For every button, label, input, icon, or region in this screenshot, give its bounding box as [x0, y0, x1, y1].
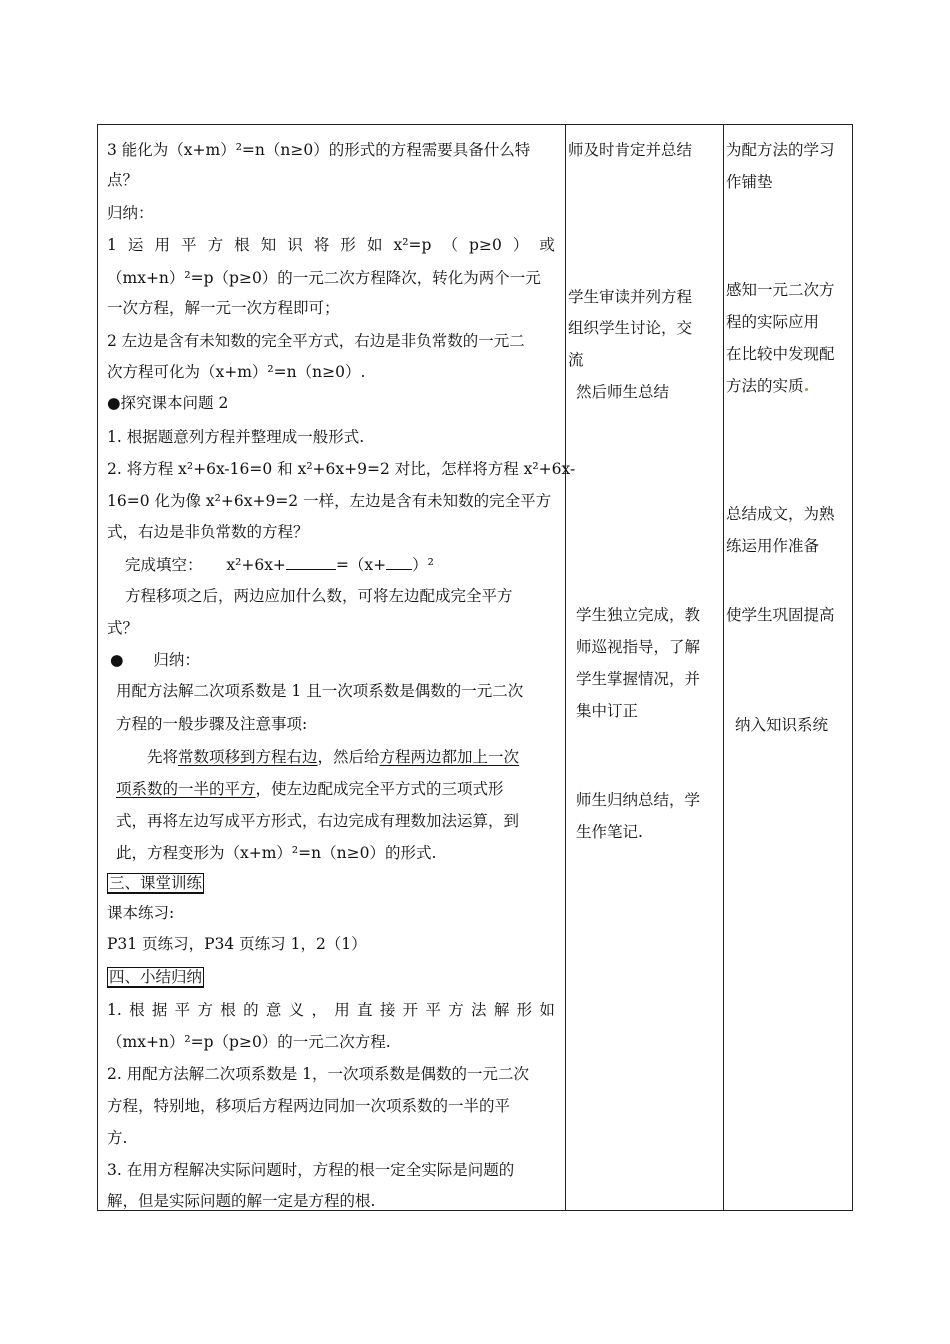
s1-glyph: 开: [402, 1001, 419, 1019]
conclusion-2-line-1: 2. 用配方法解二次项系数是 1，一次项系数是偶数的一元二次: [107, 1065, 530, 1083]
activity-2-line-2: 组织学生讨论，交: [568, 319, 693, 337]
summary-point-1-line-1: [107, 234, 555, 256]
steps-line-1: [147, 746, 519, 768]
column-divider: [723, 125, 724, 1210]
fill-expression-b: =（x+: [335, 556, 387, 574]
s1-glyph: 根: [220, 1001, 236, 1019]
intent-1-line-2: 作铺垫: [726, 173, 773, 191]
fill-blank-1: [286, 555, 336, 570]
p1-glyph: 平: [181, 236, 197, 254]
s1-glyph: 方: [448, 1001, 464, 1019]
explore-heading: ●探究课本问题 2: [107, 394, 229, 412]
textbook-label: 课本练习:: [107, 904, 175, 922]
activity-1: 师及时肯定并总结: [568, 141, 693, 159]
intent-5: 纳入知识系统: [735, 716, 829, 734]
s1-glyph: 1.: [107, 1001, 122, 1019]
steps-line-3: 式，再将左边写成平方形式，右边完成有理数加法运算，到: [116, 812, 520, 830]
s1-glyph: 直: [357, 1001, 373, 1019]
steps-line-2: [116, 778, 504, 800]
s1-glyph: 形: [516, 1001, 533, 1019]
steps-underlined-text: 项系数的一半的平方: [116, 780, 256, 798]
p1-glyph: p≥0: [469, 236, 502, 254]
fill-expression-c: ）²: [412, 556, 434, 574]
textbook-pages: P31 页练习，P34 页练习 1，2（1）: [107, 935, 367, 953]
conclusion-2-line-2: 方程，特别地，移项后方程两边同加一次项系数的一半的平: [107, 1097, 511, 1115]
summary-point-1-line-2: （mx+n）²=p（p≥0）的一元二次方程降次，转化为两个一元: [107, 269, 541, 287]
activity-2-line-3: 流: [568, 351, 584, 369]
section-4-title: 四、小结归纳: [109, 968, 203, 986]
marker-dot: [805, 388, 808, 391]
p1-glyph: x²=p: [393, 236, 432, 254]
fill-label: 完成填空：: [125, 556, 203, 574]
p1-glyph: 运: [127, 236, 144, 254]
question-3-line-2: 点？: [107, 171, 139, 189]
s1-glyph: 用: [334, 1001, 350, 1019]
p1-glyph: （: [442, 236, 458, 254]
column-divider: [565, 125, 566, 1210]
conclusion-3-line-2: 解，但是实际问题的解一定是方程的根.: [107, 1192, 376, 1210]
s1-glyph: 平: [174, 1001, 191, 1019]
p1-glyph: 或: [539, 236, 555, 254]
activity-2-line-4: 然后师生总结: [576, 383, 670, 401]
section-3-heading: [107, 872, 204, 894]
summary-2-label: 归纳：: [153, 651, 200, 669]
s1-glyph: 据: [151, 1001, 168, 1019]
conclusion-1-line-2: （mx+n）²=p（p≥0）的一元二次方程.: [107, 1033, 391, 1051]
summary-label: 归纳：: [107, 204, 154, 222]
s1-glyph: 义: [288, 1001, 305, 1019]
fill-expression-a: x²+6x+: [226, 556, 286, 574]
s1-glyph: 解: [493, 1001, 510, 1019]
section-3-title: 三、课堂训练: [109, 874, 203, 892]
summary-point-2-line-2: 次方程可化为（x+m）²=n（n≥0）.: [107, 363, 366, 381]
s1-glyph: 的: [243, 1001, 259, 1019]
fill-blank-2: [386, 555, 412, 570]
summary-point-1-line-3: 一次方程，解一元一次方程即可；: [107, 299, 340, 317]
s1-glyph: 根: [129, 1001, 145, 1019]
steps-line-4: 此，方程变形为（x+m）²=n（n≥0）的形式.: [116, 844, 437, 862]
activity-4-line-1: 师生归纳总结，学: [576, 791, 701, 809]
conclusion-3-line-1: 3. 在用方程解决实际问题时，方程的根一定全实际是问题的: [107, 1161, 515, 1179]
s1-glyph: 如: [539, 1001, 555, 1019]
content-column: [107, 125, 576, 1210]
bullet-icon: ●: [110, 651, 124, 669]
intent-3-line-2: 练运用作准备: [726, 537, 820, 555]
steps-text: 先将: [147, 748, 179, 766]
p1-glyph: 如: [366, 236, 383, 254]
activity-column: [568, 125, 720, 1210]
steps-text: ，使左边配成完全平方式的三项式形: [255, 780, 504, 798]
intent-2-line-2: 程的实际应用: [726, 313, 820, 331]
intent-3-line-1: 总结成文，为熟: [726, 505, 835, 523]
activity-4-line-2: 生作笔记.: [576, 823, 643, 841]
p1-glyph: ）: [512, 236, 529, 254]
intent-2-line-4: [726, 375, 809, 397]
activity-2-line-1: 学生审读并列方程: [568, 288, 693, 306]
activity-3-line-4: 集中订正: [576, 702, 639, 720]
p1-glyph: 方: [207, 236, 224, 254]
s1-glyph: 意: [265, 1001, 282, 1019]
p1-glyph: 知: [260, 236, 277, 254]
fill-in-blank: [125, 554, 434, 576]
explore-item-2-line-2: 16=0 化为像 x²+6x+9=2 一样，左边是含有未知数的完全平方: [107, 492, 552, 510]
section-4-heading: [107, 966, 204, 988]
s1-glyph: 接: [379, 1001, 396, 1019]
intent-2-line-3: 在比较中发现配: [726, 345, 835, 363]
lesson-plan-table: [97, 124, 853, 1211]
steps-underlined-text: 方程两边都加上一次: [379, 748, 520, 766]
move-terms-line-1: 方程移项之后，两边应加什么数，可将左边配成完全平方: [125, 587, 513, 605]
move-terms-line-2: 式？: [107, 619, 139, 637]
method-line-2: 方程的一般步骤及注意事项:: [116, 715, 308, 733]
conclusion-2-line-3: 方.: [107, 1129, 128, 1147]
s1-glyph: 方: [197, 1001, 213, 1019]
explore-item-2-line-1: 2. 将方程 x²+6x-16=0 和 x²+6x+9=2 对比，怎样将方程 x²+6x-: [107, 460, 576, 478]
s1-glyph: ，: [311, 1001, 327, 1019]
explore-item-1: 1. 根据题意列方程并整理成一般形式.: [107, 428, 365, 446]
intent-column: [726, 125, 851, 1210]
summary-point-2-line-1: 2 左边是含有未知数的完全平方式，右边是非负常数的一元二: [107, 332, 525, 350]
intent-2-text: 方法的实质: [726, 377, 804, 395]
activity-3-line-1: 学生独立完成，教: [576, 606, 701, 624]
steps-underlined-text: 常数项移到方程右边: [178, 748, 318, 766]
steps-text: ，然后给: [317, 748, 380, 766]
p1-glyph: 1: [107, 236, 117, 254]
p1-glyph: 将: [313, 236, 330, 254]
intent-2-line-1: 感知一元二次方: [726, 281, 835, 299]
p1-glyph: 用: [154, 236, 170, 254]
intent-4: 使学生巩固提高: [726, 606, 835, 624]
question-3-line-1: 3 能化为（x+m）²=n（n≥0）的形式的方程需要具备什么特: [107, 141, 531, 159]
method-line-1: 用配方法解二次项系数是 1 且一次项系数是偶数的一元二次: [116, 682, 524, 700]
activity-3-line-3: 学生掌握情况，并: [576, 670, 701, 688]
p1-glyph: 根: [234, 236, 250, 254]
summary-2-heading: [110, 649, 200, 671]
explore-item-2-line-3: 式，右边是非负常数的方程？: [107, 523, 309, 541]
p1-glyph: 识: [287, 236, 303, 254]
activity-3-line-2: 师巡视指导，了解: [576, 638, 701, 656]
s1-glyph: 平: [425, 1001, 441, 1019]
conclusion-1-line-1: [107, 999, 555, 1021]
s1-glyph: 法: [471, 1001, 487, 1019]
p1-glyph: 形: [340, 236, 356, 254]
intent-1-line-1: 为配方法的学习: [726, 141, 835, 159]
